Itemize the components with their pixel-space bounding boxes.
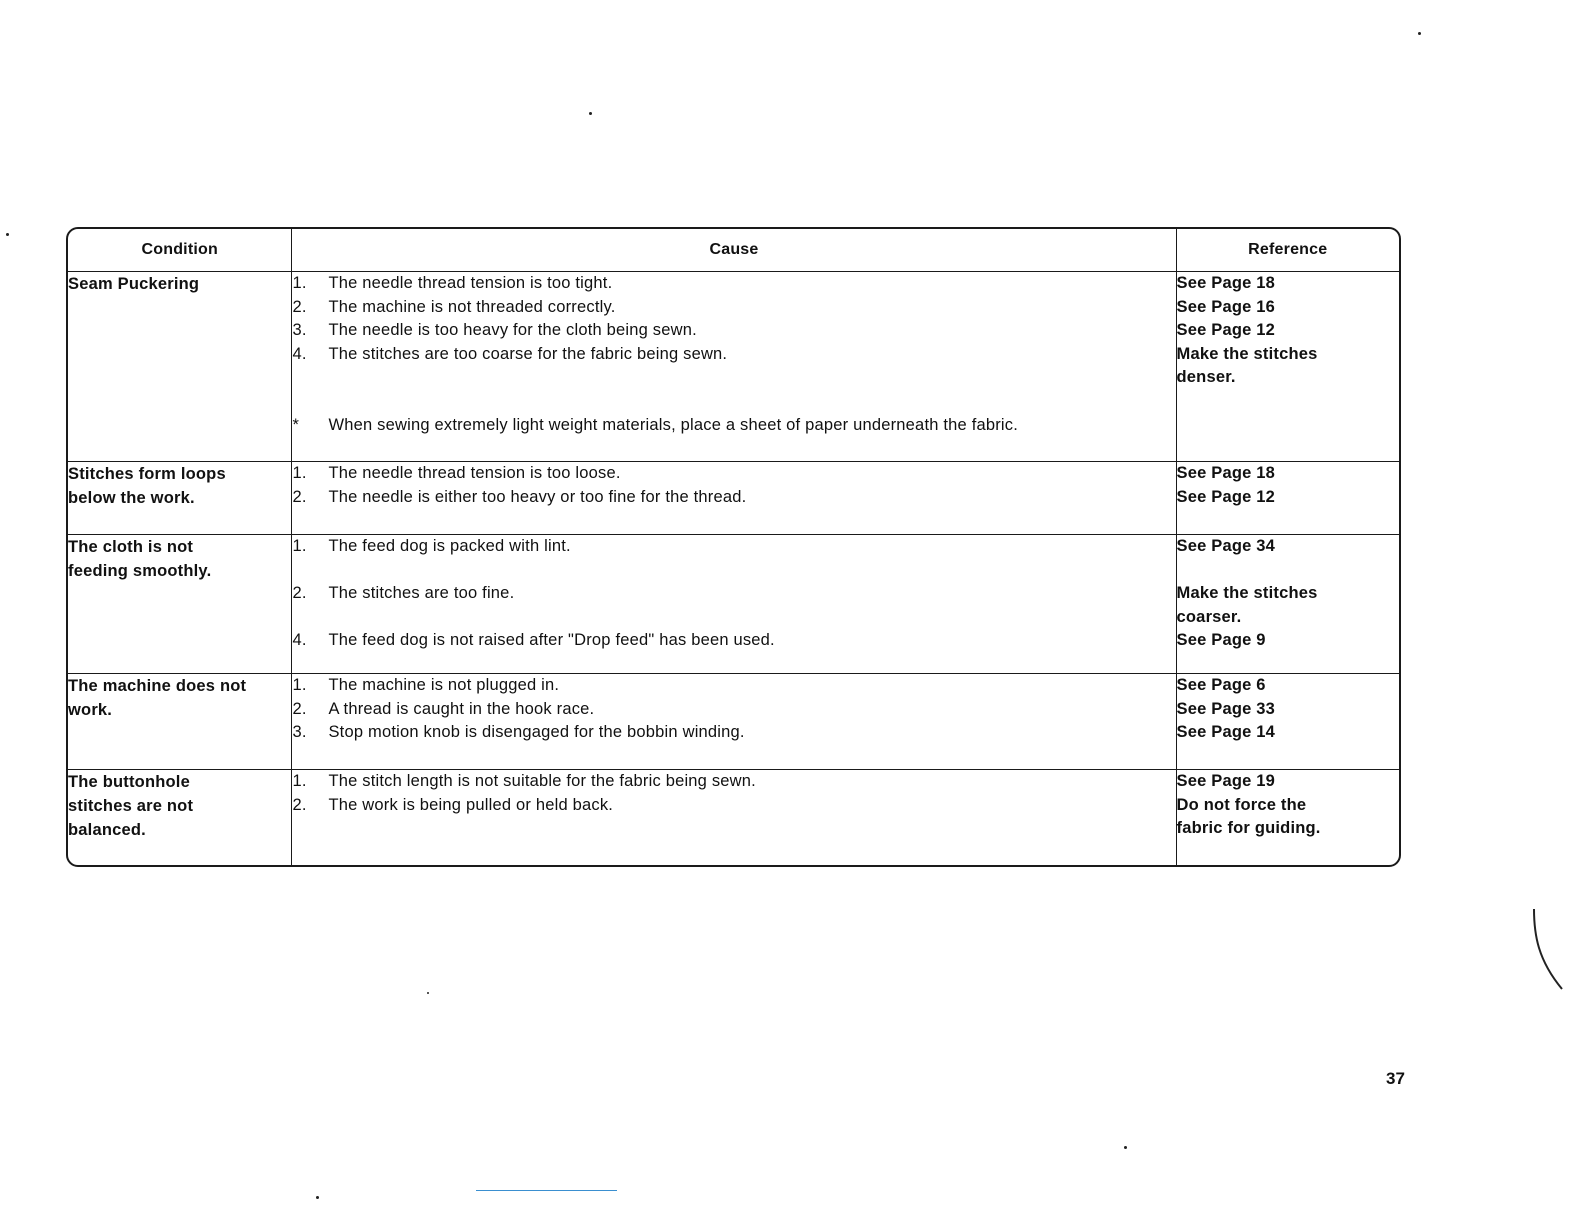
cause-item — [292, 582, 1175, 606]
cause-number: 2. — [292, 795, 307, 814]
cause-number: 3. — [292, 723, 307, 741]
header-reference: Reference — [1177, 229, 1399, 272]
cause-number: 2. — [292, 584, 307, 602]
condition-text: The cloth is not — [68, 538, 194, 556]
condition-text: Seam Puckering — [68, 275, 200, 293]
reference-line: See Page 6 — [1176, 676, 1266, 694]
reference-cell — [1177, 535, 1399, 674]
condition-cell — [68, 674, 292, 770]
reference-cell — [1177, 462, 1399, 535]
cause-number: 1. — [292, 676, 307, 694]
cause-text: The stitches are too coarse for the fabric being sewn. — [328, 344, 728, 363]
pen-mark — [1528, 905, 1568, 995]
cause-text: The stitches are too fine. — [328, 584, 515, 602]
condition-text: below the work. — [68, 489, 195, 507]
condition-cell — [68, 535, 292, 674]
reference-line: See Page 19 — [1176, 772, 1276, 790]
scan-artifact-line — [476, 1190, 617, 1191]
page-number: 37 — [1386, 1069, 1405, 1088]
cause-cell — [292, 770, 1176, 865]
cause-cell — [292, 272, 1176, 462]
scan-speck — [589, 112, 592, 115]
cause-item — [292, 770, 1175, 794]
cause-item — [292, 486, 1175, 510]
table-header-row — [68, 229, 1399, 272]
cause-item — [292, 721, 1175, 745]
note-asterisk: * — [292, 416, 300, 434]
cause-item — [292, 674, 1175, 698]
condition-cell — [68, 272, 292, 462]
troubleshooting-table — [66, 227, 1401, 867]
cause-text: The machine is not plugged in. — [328, 676, 560, 694]
cause-text: The machine is not threaded correctly. — [328, 297, 616, 316]
cause-item — [292, 698, 1175, 722]
scan-speck — [316, 1196, 319, 1199]
header-cause: Cause — [292, 229, 1176, 272]
note-text: When sewing extremely light weight materials, place a sheet of paper underneath the fabric. — [328, 416, 1019, 434]
cause-text: The work is being pulled or held back. — [328, 795, 614, 814]
reference-line: See Page 9 — [1176, 631, 1266, 649]
table-row — [68, 462, 1399, 535]
cause-number: 1. — [292, 274, 307, 292]
condition-cell — [68, 770, 292, 865]
table-row — [68, 272, 1399, 462]
cause-item — [292, 794, 1175, 818]
reference-line: See Page 18 — [1176, 274, 1276, 292]
reference-line: See Page 12 — [1176, 487, 1276, 506]
reference-line: coarser. — [1176, 607, 1242, 626]
cause-text: The feed dog is packed with lint. — [328, 537, 571, 555]
note-item — [292, 414, 1175, 438]
cause-item — [292, 629, 1175, 653]
reference-line: See Page 16 — [1176, 297, 1276, 316]
table-row — [68, 674, 1399, 770]
reference-cell — [1177, 770, 1399, 865]
cause-number: 1. — [292, 772, 307, 790]
cause-text: The feed dog is not raised after "Drop feed" has been used. — [328, 631, 775, 649]
cause-text: The needle is either too heavy or too fine for the thread. — [328, 487, 747, 506]
scan-speck — [1124, 1146, 1127, 1149]
cause-text: The needle thread tension is too tight. — [328, 274, 613, 292]
condition-text: work. — [68, 701, 113, 719]
condition-text: The machine does not — [68, 677, 247, 695]
cause-text: The needle thread tension is too loose. — [328, 464, 621, 482]
condition-text: feeding smoothly. — [68, 562, 212, 580]
table-row — [68, 535, 1399, 674]
cause-number: 4. — [292, 631, 307, 649]
reference-line: See Page 33 — [1176, 699, 1276, 718]
cause-number: 3. — [292, 321, 307, 339]
reference-line: denser. — [1176, 368, 1236, 386]
cause-cell — [292, 462, 1176, 535]
scan-speck — [1418, 32, 1421, 35]
cause-text: The needle is too heavy for the cloth being sewn. — [328, 321, 697, 339]
reference-line: See Page 18 — [1176, 464, 1276, 482]
condition-cell — [68, 462, 292, 535]
cause-text: A thread is caught in the hook race. — [328, 699, 595, 718]
cause-item — [292, 296, 1175, 320]
cause-text: Stop motion knob is disengaged for the bobbin winding. — [328, 723, 745, 741]
cause-item — [292, 272, 1175, 296]
cause-cell — [292, 535, 1176, 674]
reference-cell — [1177, 272, 1399, 462]
cause-number: 1. — [292, 537, 307, 555]
cause-number: 4. — [292, 344, 307, 363]
scan-speck — [6, 233, 9, 236]
condition-text: balanced. — [68, 821, 146, 839]
reference-line: Do not force the — [1176, 795, 1307, 814]
cause-cell — [292, 674, 1176, 770]
cause-text: The stitch length is not suitable for the fabric being sewn. — [328, 772, 756, 790]
cause-number: 2. — [292, 297, 307, 316]
reference-line: See Page 12 — [1176, 321, 1276, 339]
reference-line: See Page 14 — [1176, 723, 1276, 741]
cause-item — [292, 343, 1175, 367]
reference-line: Make the stitches — [1176, 584, 1318, 602]
cause-item — [292, 319, 1175, 343]
cause-number: 2. — [292, 699, 307, 718]
reference-line: fabric for guiding. — [1176, 819, 1321, 837]
table-row — [68, 770, 1399, 865]
scan-speck — [427, 992, 429, 994]
condition-text: Stitches form loops — [68, 465, 226, 483]
cause-item — [292, 535, 1175, 559]
reference-line: Make the stitches — [1176, 344, 1318, 363]
condition-text: stitches are not — [68, 797, 194, 815]
cause-item — [292, 462, 1175, 486]
header-condition: Condition — [68, 229, 292, 272]
reference-line: See Page 34 — [1176, 537, 1276, 555]
cause-number: 1. — [292, 464, 307, 482]
cause-number: 2. — [292, 487, 307, 506]
reference-cell — [1177, 674, 1399, 770]
condition-text: The buttonhole — [68, 773, 190, 791]
